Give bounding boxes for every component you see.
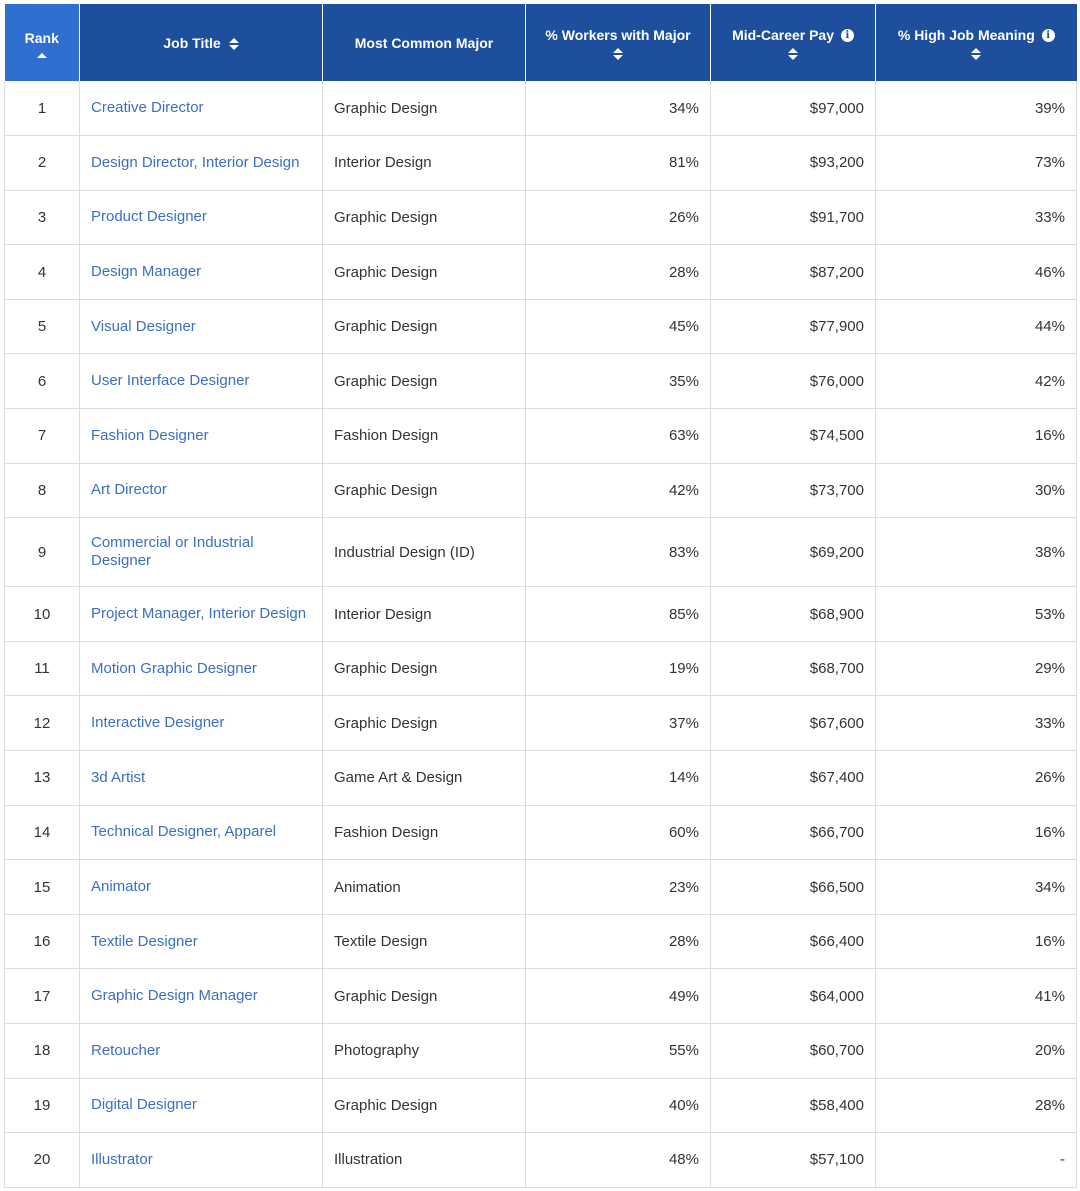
table-row [5,860,1077,915]
job-title-link[interactable]: Product Designer [80,190,323,245]
mid-career-pay-cell: $67,400 [711,751,876,806]
workers-percent-cell: 14% [526,751,711,806]
workers-percent-cell: 34% [526,81,711,136]
job-meaning-cell: 42% [876,354,1077,409]
job-meaning-cell: 16% [876,805,1077,860]
rank-cell: 7 [5,409,80,464]
job-meaning-cell: 41% [876,969,1077,1024]
job-meaning-cell: 20% [876,1024,1077,1079]
rank-cell: 3 [5,190,80,245]
mid-career-pay-cell: $64,000 [711,969,876,1024]
job-title-link[interactable]: Animator [80,860,323,915]
mid-career-pay-cell: $57,100 [711,1133,876,1188]
job-title-link[interactable]: Design Director, Interior Design [80,136,323,191]
job-meaning-cell: - [876,1133,1077,1188]
mid-career-pay-cell: $87,200 [711,245,876,300]
major-cell: Game Art & Design [323,751,526,806]
table-row [5,245,1077,300]
rank-cell: 9 [5,518,80,587]
rank-header-label: Rank [24,29,59,46]
mid-career-pay-cell: $97,000 [711,81,876,136]
major-cell: Photography [323,1024,526,1079]
job-title-link[interactable]: Textile Designer [80,914,323,969]
job-title-link[interactable]: Graphic Design Manager [80,969,323,1024]
major-cell: Graphic Design [323,190,526,245]
job-title-link[interactable]: 3d Artist [80,751,323,806]
job-title-link[interactable]: Project Manager, Interior Design [80,587,323,642]
sort-icon [613,47,623,61]
mid-career-pay-cell: $66,700 [711,805,876,860]
rank-cell: 2 [5,136,80,191]
job-title-link[interactable]: Visual Designer [80,299,323,354]
mid-career-pay-cell: $76,000 [711,354,876,409]
job-title-link[interactable]: User Interface Designer [80,354,323,409]
mid-career-pay-cell: $73,700 [711,463,876,518]
mid-career-pay-cell: $93,200 [711,136,876,191]
rank-cell: 10 [5,587,80,642]
job-title-column-header[interactable] [80,4,323,81]
job-meaning-cell: 28% [876,1078,1077,1133]
rank-cell: 5 [5,299,80,354]
job-title-link[interactable]: Design Manager [80,245,323,300]
major-cell: Graphic Design [323,641,526,696]
rank-cell: 14 [5,805,80,860]
rank-cell: 16 [5,914,80,969]
major-header-label: Most Common Major [354,34,494,51]
major-cell: Graphic Design [323,245,526,300]
workers-percent-cell: 85% [526,587,711,642]
major-cell: Illustration [323,1133,526,1188]
rank-cell: 19 [5,1078,80,1133]
table-row [5,641,1077,696]
table-row [5,463,1077,518]
workers-percent-cell: 83% [526,518,711,587]
pay-header-label: Mid-Career Pay [732,26,835,43]
job-meaning-cell: 29% [876,641,1077,696]
job-title-link[interactable]: Fashion Designer [80,409,323,464]
table-header-row [5,4,1077,81]
workers-percent-cell: 23% [526,860,711,915]
job-title-link[interactable]: Commercial or Industrial Designer [80,518,323,587]
major-cell: Fashion Design [323,409,526,464]
job-title-link[interactable]: Illustrator [80,1133,323,1188]
table-row [5,81,1077,136]
job-title-link[interactable]: Digital Designer [80,1078,323,1133]
major-cell: Fashion Design [323,805,526,860]
meaning-header-label: % High Job Meaning [897,26,1035,43]
info-icon[interactable]: i [841,29,854,42]
rank-cell: 18 [5,1024,80,1079]
workers-column-header[interactable] [526,4,711,81]
workers-percent-cell: 35% [526,354,711,409]
table-row [5,136,1077,191]
mid-career-pay-cell: $68,900 [711,587,876,642]
sort-ascending-icon [37,52,47,58]
mid-career-pay-cell: $91,700 [711,190,876,245]
workers-percent-cell: 37% [526,696,711,751]
job-meaning-cell: 44% [876,299,1077,354]
mid-career-pay-cell: $77,900 [711,299,876,354]
workers-percent-cell: 28% [526,245,711,300]
table-row [5,1024,1077,1079]
job-title-link[interactable]: Art Director [80,463,323,518]
rank-cell: 8 [5,463,80,518]
pay-column-header[interactable] [711,4,876,81]
workers-percent-cell: 63% [526,409,711,464]
mid-career-pay-cell: $58,400 [711,1078,876,1133]
workers-percent-cell: 55% [526,1024,711,1079]
major-cell: Graphic Design [323,81,526,136]
job-meaning-cell: 30% [876,463,1077,518]
job-meaning-cell: 73% [876,136,1077,191]
info-icon[interactable]: i [1042,29,1055,42]
job-meaning-cell: 33% [876,696,1077,751]
mid-career-pay-cell: $67,600 [711,696,876,751]
major-column-header[interactable] [323,4,526,81]
table-body [5,81,1077,1187]
major-cell: Interior Design [323,136,526,191]
table-row [5,409,1077,464]
sort-icon [971,47,981,61]
table-row [5,354,1077,409]
rank-column-header[interactable] [5,4,80,81]
rank-cell: 11 [5,641,80,696]
major-cell: Graphic Design [323,1078,526,1133]
rank-cell: 17 [5,969,80,1024]
workers-header-label: % Workers with Major [545,26,691,43]
table-row [5,518,1077,587]
job-title-header-label: Job Title [163,34,221,51]
workers-percent-cell: 60% [526,805,711,860]
rank-cell: 20 [5,1133,80,1188]
job-title-link[interactable]: Interactive Designer [80,696,323,751]
job-meaning-cell: 53% [876,587,1077,642]
job-meaning-cell: 33% [876,190,1077,245]
job-title-link[interactable]: Motion Graphic Designer [80,641,323,696]
table-row [5,1078,1077,1133]
major-cell: Interior Design [323,587,526,642]
workers-percent-cell: 48% [526,1133,711,1188]
rank-cell: 6 [5,354,80,409]
workers-percent-cell: 19% [526,641,711,696]
job-meaning-cell: 26% [876,751,1077,806]
salary-table-container [4,4,1076,1188]
mid-career-pay-cell: $69,200 [711,518,876,587]
major-cell: Graphic Design [323,696,526,751]
job-title-link[interactable]: Technical Designer, Apparel [80,805,323,860]
major-cell: Graphic Design [323,969,526,1024]
major-cell: Graphic Design [323,354,526,409]
workers-percent-cell: 28% [526,914,711,969]
jobs-table [4,4,1077,1188]
major-cell: Textile Design [323,914,526,969]
workers-percent-cell: 40% [526,1078,711,1133]
major-cell: Animation [323,860,526,915]
major-cell: Industrial Design (ID) [323,518,526,587]
job-meaning-cell: 16% [876,409,1077,464]
workers-percent-cell: 26% [526,190,711,245]
job-meaning-cell: 34% [876,860,1077,915]
job-meaning-cell: 38% [876,518,1077,587]
table-row [5,805,1077,860]
sort-icon [229,37,239,51]
major-cell: Graphic Design [323,463,526,518]
rank-cell: 15 [5,860,80,915]
workers-percent-cell: 42% [526,463,711,518]
workers-percent-cell: 45% [526,299,711,354]
table-row [5,969,1077,1024]
table-row [5,190,1077,245]
mid-career-pay-cell: $68,700 [711,641,876,696]
mid-career-pay-cell: $74,500 [711,409,876,464]
job-meaning-cell: 46% [876,245,1077,300]
job-meaning-cell: 16% [876,914,1077,969]
rank-cell: 13 [5,751,80,806]
table-row [5,587,1077,642]
job-meaning-cell: 39% [876,81,1077,136]
mid-career-pay-cell: $66,500 [711,860,876,915]
table-row [5,299,1077,354]
mid-career-pay-cell: $66,400 [711,914,876,969]
mid-career-pay-cell: $60,700 [711,1024,876,1079]
table-row [5,696,1077,751]
rank-cell: 12 [5,696,80,751]
rank-cell: 4 [5,245,80,300]
table-row [5,1133,1077,1188]
workers-percent-cell: 81% [526,136,711,191]
meaning-column-header[interactable] [876,4,1077,81]
table-row [5,914,1077,969]
job-title-link[interactable]: Creative Director [80,81,323,136]
workers-percent-cell: 49% [526,969,711,1024]
major-cell: Graphic Design [323,299,526,354]
table-row [5,751,1077,806]
job-title-link[interactable]: Retoucher [80,1024,323,1079]
sort-icon [788,47,798,61]
rank-cell: 1 [5,81,80,136]
